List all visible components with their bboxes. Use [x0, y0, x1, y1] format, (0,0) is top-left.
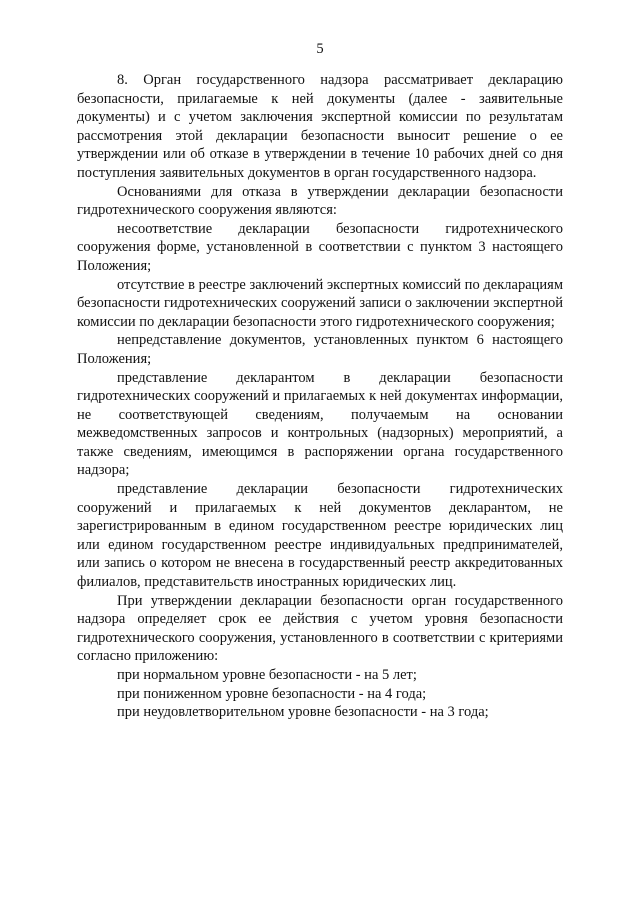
paragraph-ground-form-mismatch: несоответствие декларации безопасности гидротехнического сооружения форме, установленной в соответствии с пунктом 3 настоящего Положения;: [77, 220, 563, 274]
paragraph-validity-unsatisfactory: при неудовлетворительном уровне безопасности - на 3 года;: [117, 704, 489, 721]
paragraph-validity-normal: при нормальном уровне безопасности - на 5 лет;: [117, 667, 417, 683]
paragraph-ground-inconsistent-info: представление декларантом в декларации безопасности гидротехнических сооружений и прилагаемых к ней документах информации, не соответствующей сведениям, получаемым на основании межведомственных запросов и контрольных (надзорных) мероприятий, а также сведениям, имеющимся в распоряжении органа государственного надзора;: [77, 369, 563, 479]
paragraph-ground-no-registry-record: отсутствие в реестре заключений экспертных комиссий по декларациям безопасности гидротехнических сооружений записи о заключении экспертной комиссии по декларации безопасности этого гидротехнического сооружения;: [77, 276, 563, 330]
page-number: 5: [316, 41, 324, 57]
paragraph-refusal-grounds-intro: Основаниями для отказа в утверждении декларации безопасности гидротехнического сооружения являются:: [77, 183, 563, 219]
paragraph-8-review: 8. Орган государственного надзора рассматривает декларацию безопасности, прилагаемые к ней документы (далее - заявительные документы) и с учетом заключения экспертной комиссии по результатам рассмотрения этой декларации безопасности выносит решение о ее утверждении или об отказе в утверждении в течение 10 рабочих дней со дня поступления заявительных документов в орган государственного надзора.: [77, 72, 563, 181]
paragraph-ground-missing-documents: непредставление документов, установленных пунктом 6 настоящего Положения;: [77, 332, 563, 367]
document-body: [77, 71, 563, 722]
paragraph-validity-reduced: при пониженном уровне безопасности - на 4 года;: [117, 685, 427, 702]
paragraph-ground-unregistered-declarant: представление декларации безопасности гидротехнических сооружений и прилагаемых к ней документов декларантом, не зарегистрированным в едином государственном реестре юридических лиц или едином государственном реестре индивидуальных предпринимателей, или запись о котором не внесена в государственный реестр аккредитованных филиалов, представительств иностранных юридических лиц.: [77, 481, 563, 591]
paragraph-validity-period-intro: При утверждении декларации безопасности орган государственного надзора определяет срок ее действия с учетом уровня безопасности гидротехнического сооружения, установленного в соответствии с критериями согласно приложению:: [77, 592, 563, 665]
